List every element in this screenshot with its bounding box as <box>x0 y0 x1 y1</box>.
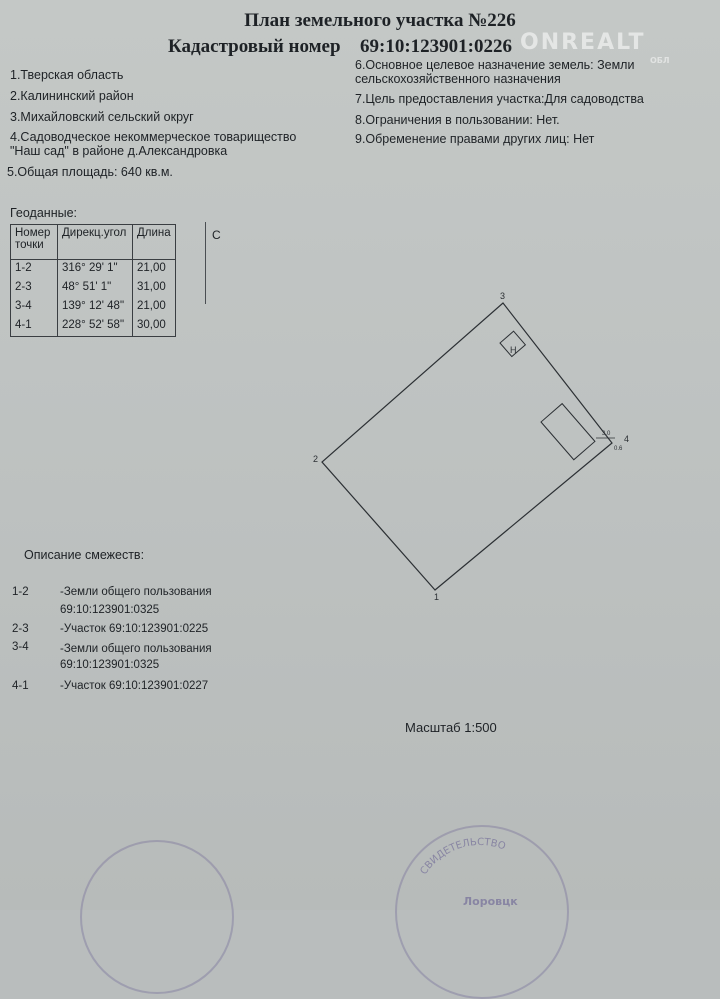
left-info-line-6: 5.Общая площадь: 640 кв.м. <box>7 165 173 179</box>
adjacency-desc: -Участок 69:10:123901:0225 <box>60 623 209 635</box>
right-info-line-3: 7.Цель предоставления участка:Для садоводства <box>355 92 644 106</box>
house-label: Н <box>510 345 517 355</box>
left-info-line-4: 4.Садоводческое некоммерческое товарищество <box>10 130 297 144</box>
table-cell: 139° 12' 48" <box>58 298 133 317</box>
adjacency-desc: -Участок 69:10:123901:0227 <box>60 680 209 692</box>
left-info-line-3: 3.Михайловский сельский округ <box>10 110 194 124</box>
table-cell: 21,00 <box>133 298 176 317</box>
plot-boundary <box>322 303 612 590</box>
right-info-line-2: сельскохозяйственного назначения <box>355 72 561 86</box>
right-info-line-4: 8.Ограничения в пользовании: Нет. <box>355 113 560 127</box>
table-cell: 48° 51' 1" <box>58 279 133 298</box>
cadastral-number: 69:10:123901:0226 <box>360 36 512 57</box>
point-label-1: 1 <box>434 592 440 602</box>
right-info-line-1: 6.Основное целевое назначение земель: Земли <box>355 58 635 72</box>
stamp-text: СВИДЕТЕЛЬСТВО <box>418 836 507 877</box>
geodata-header-point: Номер точки <box>11 225 58 260</box>
table-cell: 4-1 <box>11 317 58 337</box>
document-title: План земельного участка №226 <box>244 10 516 31</box>
geodata-header-length: Длина <box>133 225 176 260</box>
adjacency-segment: 1-2 <box>12 586 29 598</box>
stamp-text-arc <box>395 825 565 910</box>
north-label: С <box>212 228 221 242</box>
table-cell: 21,00 <box>133 260 176 280</box>
dimension-label-a: 3.0 <box>602 431 611 437</box>
table-cell: 1-2 <box>11 260 58 280</box>
watermark-logo: ONREALT ОБЛ <box>520 30 670 65</box>
right-info-line-5: 9.Обременение правами других лиц: Нет <box>355 132 595 146</box>
geodata-title: Геоданные: <box>10 206 78 220</box>
adjacency-title: Описание смежеств: <box>24 548 145 562</box>
stamp-text-2: Лоровцк <box>463 895 518 908</box>
table-cell: 3-4 <box>11 298 58 317</box>
building-outline <box>541 404 595 460</box>
point-label-4: 4 <box>624 434 630 444</box>
scale-label: Масштаб 1:500 <box>405 720 497 735</box>
point-label-2: 2 <box>313 454 319 464</box>
adjacency-segment: 3-4 <box>12 641 29 653</box>
table-cell: 2-3 <box>11 279 58 298</box>
svg-text:СВИДЕТЕЛЬСТВО <box>419 837 507 877</box>
table-cell: 30,00 <box>133 317 176 337</box>
adjacency-segment: 4-1 <box>12 680 29 692</box>
table-cell: 316° 29' 1" <box>58 260 133 280</box>
geodata-header-angle: Дирекц.угол <box>58 225 133 260</box>
table-cell: 31,00 <box>133 279 176 298</box>
adjacency-cadastral: 69:10:123901:0325 <box>60 604 160 616</box>
dimension-label-b: 0.6 <box>614 446 623 452</box>
stamp-seal-left <box>80 840 234 994</box>
table-cell: 228° 52' 58" <box>58 317 133 337</box>
adjacency-segment: 2-3 <box>12 623 29 635</box>
adjacency-desc: -Земли общего пользования <box>60 643 212 655</box>
adjacency-desc: -Земли общего пользования <box>60 586 212 598</box>
cadastral-label: Кадастровый номер <box>168 36 341 57</box>
point-label-3: 3 <box>500 291 506 301</box>
left-info-line-2: 2.Калининский район <box>10 89 134 103</box>
adjacency-cadastral: 69:10:123901:0325 <box>60 659 160 671</box>
left-info-line-1: 1.Тверская область <box>10 68 124 82</box>
left-info-line-5: "Наш сад" в районе д.Александровка <box>10 144 228 158</box>
